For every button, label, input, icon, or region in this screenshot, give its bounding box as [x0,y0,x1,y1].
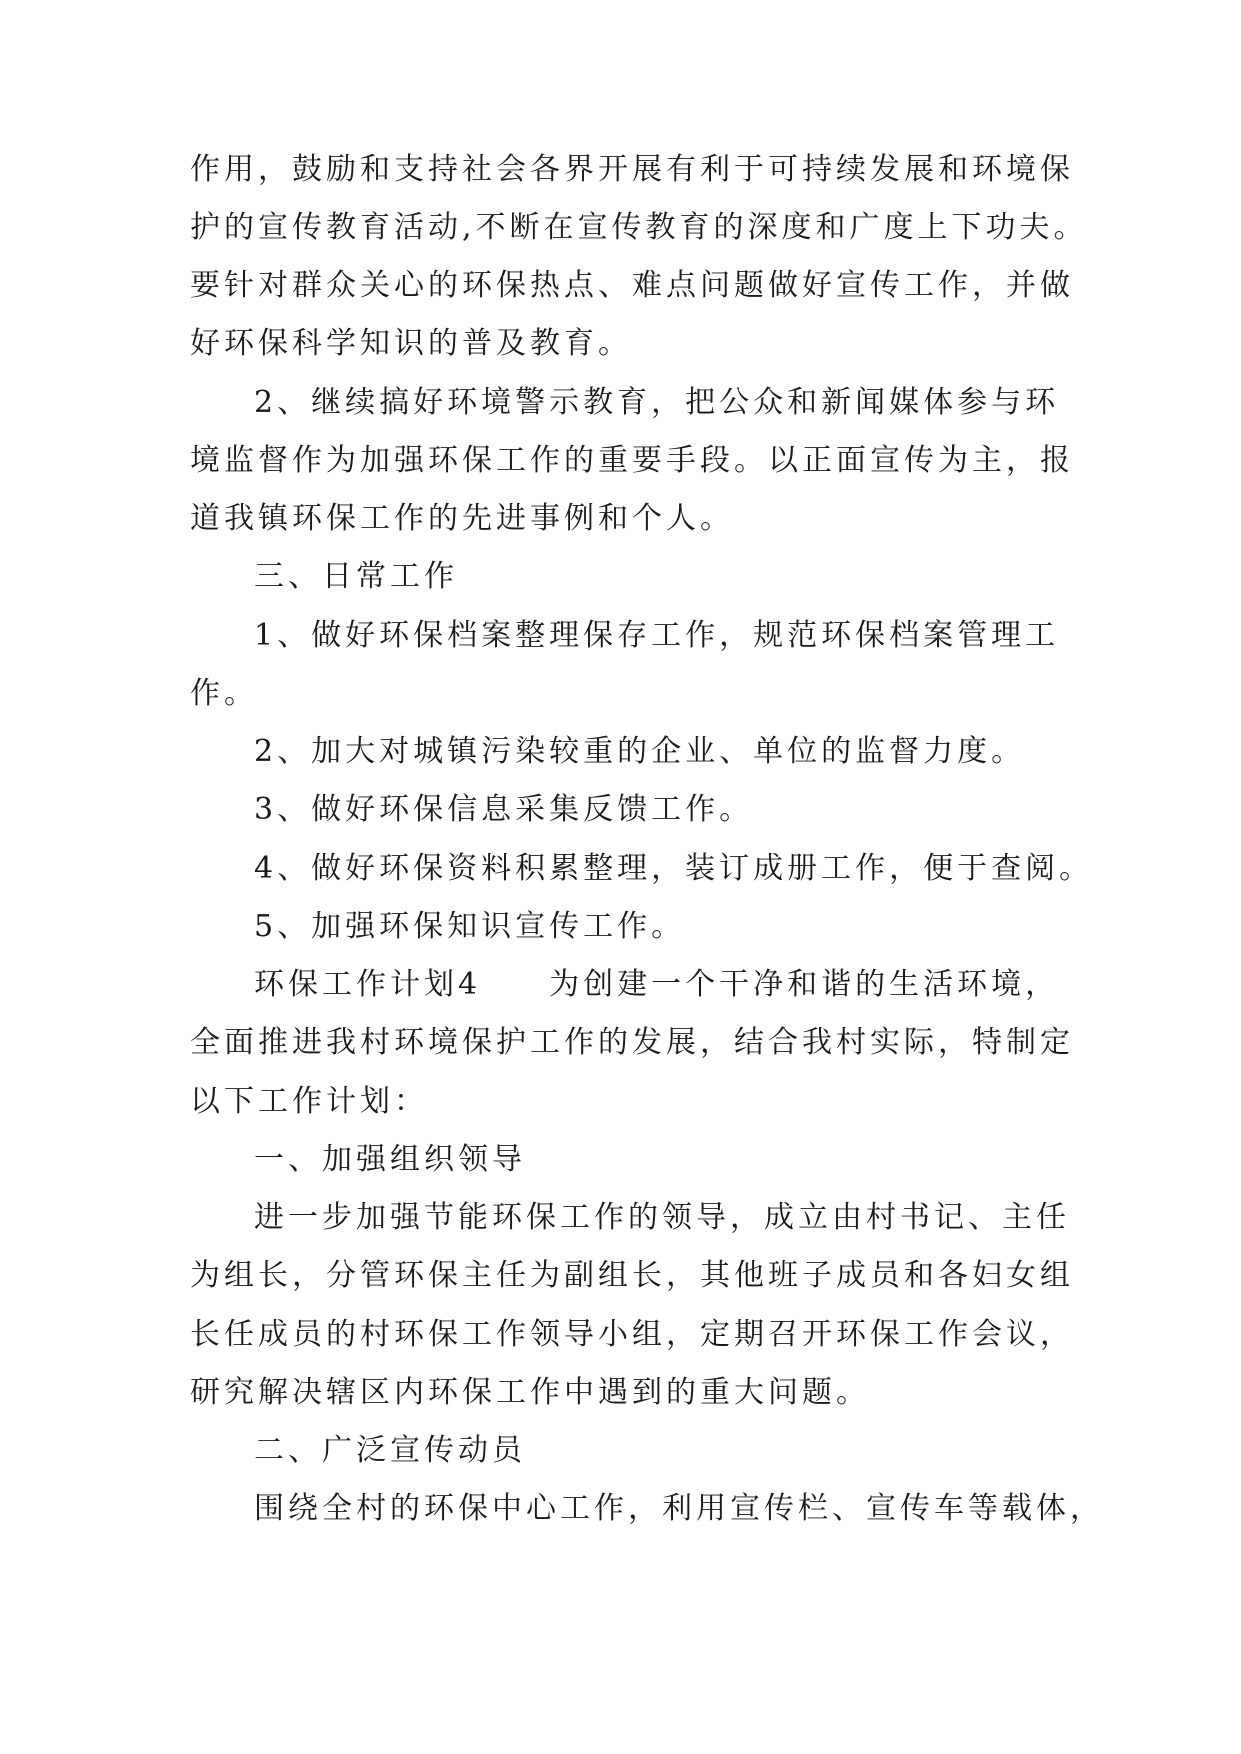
section-heading: 二、广泛宣传动员 [254,1433,526,1468]
text-line: 全面推进我村环境保护工作的发展，结合我村实际，特制定 [190,1025,1074,1060]
text-line: 作用，鼓励和支持社会各界开展有利于可持续发展和环境保 [190,152,1074,187]
text-line: 1、做好环保档案整理保存工作，规范环保档案管理工 [254,618,1060,653]
text-line: 研究解决辖区内环保工作中遇到的重大问题。 [190,1375,870,1410]
text-line: 作。 [190,676,258,711]
text-line: 护的宣传教育活动,不断在宣传教育的深度和广度上下功夫。 [190,210,1088,245]
text-line: 为组长，分管环保主任为副组长，其他班子成员和各妇女组 [190,1258,1074,1293]
text-line: 5、加强环保知识宣传工作。 [254,909,686,944]
text-line: 要针对群众关心的环保热点、难点问题做好宣传工作，并做 [190,268,1074,303]
text-line: 长任成员的村环保工作领导小组，定期召开环保工作会议， [190,1317,1074,1352]
section-heading: 一、加强组织领导 [254,1142,526,1177]
text-line: 4、做好环保资料积累整理，装订成册工作，便于查阅。 [254,851,1094,886]
text-line: 道我镇环保工作的先进事例和个人。 [190,501,734,536]
text-line: 环保工作计划4 为创建一个干净和谐的生活环境， [254,967,1060,1002]
text-line: 2、继续搞好环境警示教育，把公众和新闻媒体参与环 [254,385,1060,420]
text-line: 境监督作为加强环保工作的重要手段。以正面宣传为主，报 [190,443,1074,478]
text-line: 以下工作计划： [190,1084,428,1119]
section-heading: 三、日常工作 [254,559,458,594]
text-line: 2、加大对城镇污染较重的企业、单位的监督力度。 [254,734,1026,769]
text-line: 进一步加强节能环保工作的领导，成立由村书记、主任 [254,1200,1070,1235]
text-line: 围绕全村的环保中心工作，利用宣传栏、宣传车等载体， [254,1491,1104,1526]
text-line: 好环保科学知识的普及教育。 [190,326,632,361]
text-line: 3、做好环保信息采集反馈工作。 [254,792,754,827]
